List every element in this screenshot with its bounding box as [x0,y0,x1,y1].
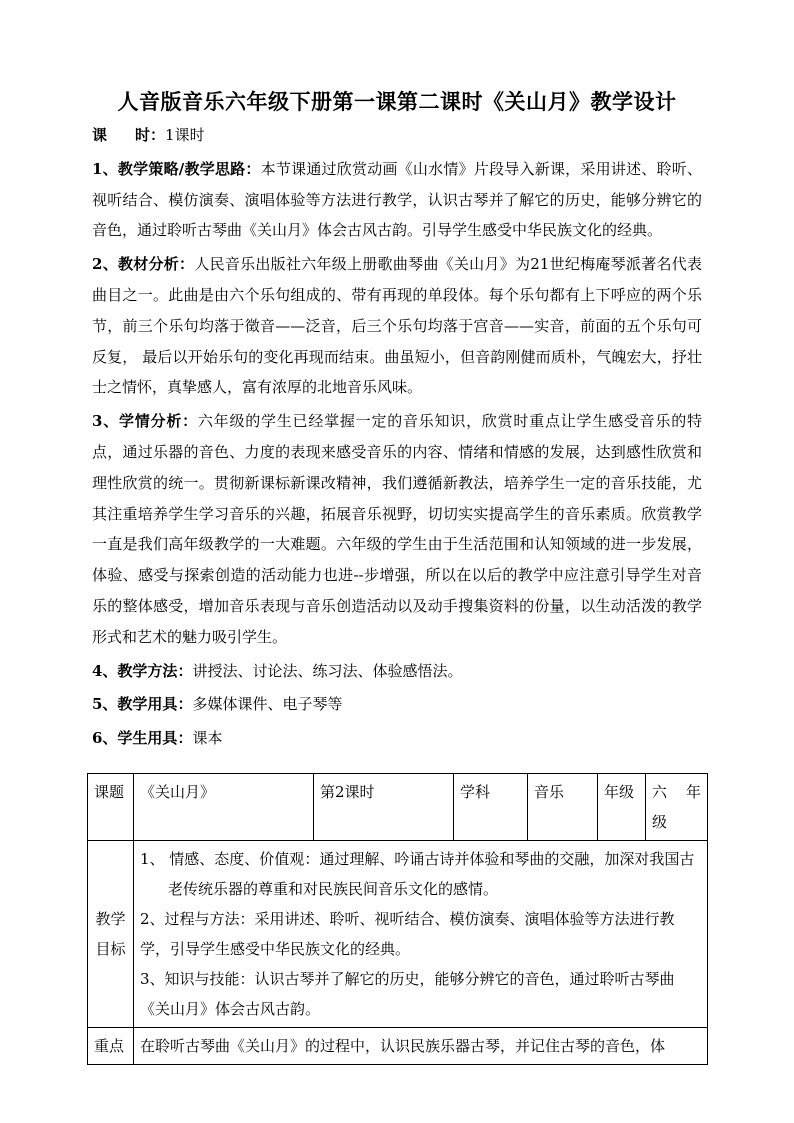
table-row-key-points [88,1028,708,1065]
cell-discipline-value: 音乐 [528,774,598,841]
section-student-tools [92,723,702,754]
lesson-duration-line [92,120,702,151]
lesson-duration-value: 1课时 [165,126,205,144]
section-label: 6、学生用具： [92,729,193,748]
section-student-analysis [92,406,702,652]
table-row-header [88,774,708,841]
document-body [92,120,702,757]
cell-key-points-label: 重点 [88,1028,134,1065]
cell-goals-content [134,841,708,1028]
lesson-duration-label-a: 课 [92,126,108,144]
goal-item: 2、过程与方法：采用讲述、聆听、视听结合、模仿演奏、演唱体验等方法进行教学，引导学生感受中华民族文化的经典。 [140,910,675,958]
cell-subject-value: 《关山月》 [134,774,314,841]
section-material-analysis [92,249,702,403]
cell-subject-label: 课题 [88,774,134,841]
section-label: 1、教学策略/教学思路： [92,159,261,178]
section-text: 六年级的学生已经掌握一定的音乐知识，欣赏时重点让学生感受音乐的特点，通过乐器的音色、力度的表现来感受音乐的内容、情绪和情感的发展，达到感性欣赏和理性欣赏的统一。贯彻新课标新课改精神，我们遵循新教法，培养学生一定的音乐技能，尤其注重培养学生学习音乐的兴趣，拓展音乐视野，切切实实提高学生的音乐素质。欣赏教学一直是我们高年级教学的一大难题。六年级的学生由于生活范围和认知领域的进一步发展，体验、感受与探索创造的活动能力也进--步增强，所以在以后的教学中应注意引导学生对音乐的整体感受，增加音乐表现与音乐创造活动以及动手搜集资料的份量，以生动活泼的教学形式和艺术的魅力吸引学生。 [92,412,702,646]
section-text: 本节课通过欣赏动画《山水情》片段导入新课，采用讲述、聆听、视听结合、模仿演奏、演唱体验等方法进行教学，认识古琴并了解它的历史，能够分辨它的音色，通过聆听古琴曲《关山月》体会古风古韵。引导学生感受中华民族文化的经典。 [92,159,702,240]
section-text: 多媒体课件、电子琴等 [192,695,343,714]
section-label: 2、教材分析： [92,255,195,274]
section-teaching-tools [92,689,702,720]
section-label: 5、教学用具： [92,695,193,714]
section-label: 4、教学方法： [92,661,193,680]
cell-goals-label: 教学目标 [88,841,134,1028]
table-row-goals [88,841,708,1028]
document-title: 人音版音乐六年级下册第一课第二课时《关山月》教学设计 [117,89,677,114]
section-strategy [92,154,702,246]
section-text: 讲授法、讨论法、练习法、体验感悟法。 [192,661,463,680]
lesson-duration-label-b: 时： [135,126,166,144]
cell-discipline-label: 学科 [454,774,528,841]
cell-lesson-number: 第2课时 [314,774,454,841]
cell-grade-label: 年级 [598,774,646,841]
section-teaching-methods [92,656,702,687]
section-text: 人民音乐出版社六年级上册歌曲琴曲《关山月》为21世纪梅庵琴派著名代表曲目之一。此曲是由六个乐句组成的、带有再现的单段体。每个乐句都有上下呼应的两个乐节，前三个乐句均落于徵音——泛音，后三个乐句均落于宫音——实音，前面的五个乐句可反复， 最后以开始乐句的变化再现而结束。曲虽短小，但音韵刚健而质朴，气魄宏大，抒壮士之情怀，真挚感人，富有浓厚的北地音乐风味。 [92,255,702,397]
cell-key-points-content: 在聆听古琴曲《关山月》的过程中，认识民族乐器古琴，并记住古琴的音色，体 [134,1028,708,1065]
cell-grade-value: 六 年 级 [646,774,708,841]
lesson-info-table [87,773,708,1065]
goal-item: 1、 情感、态度、价值观：通过理解、吟诵古诗并体验和琴曲的交融，加深对我国古老传统乐器的尊重和对民族民间音乐文化的感情。 [140,850,695,898]
section-text: 课本 [192,729,223,748]
section-label: 3、学情分析： [92,412,198,431]
goal-item: 3、知识与技能：认识古琴并了解它的历史，能够分辨它的音色，通过聆听古琴曲《关山月》体会古风古韵。 [140,970,675,1018]
